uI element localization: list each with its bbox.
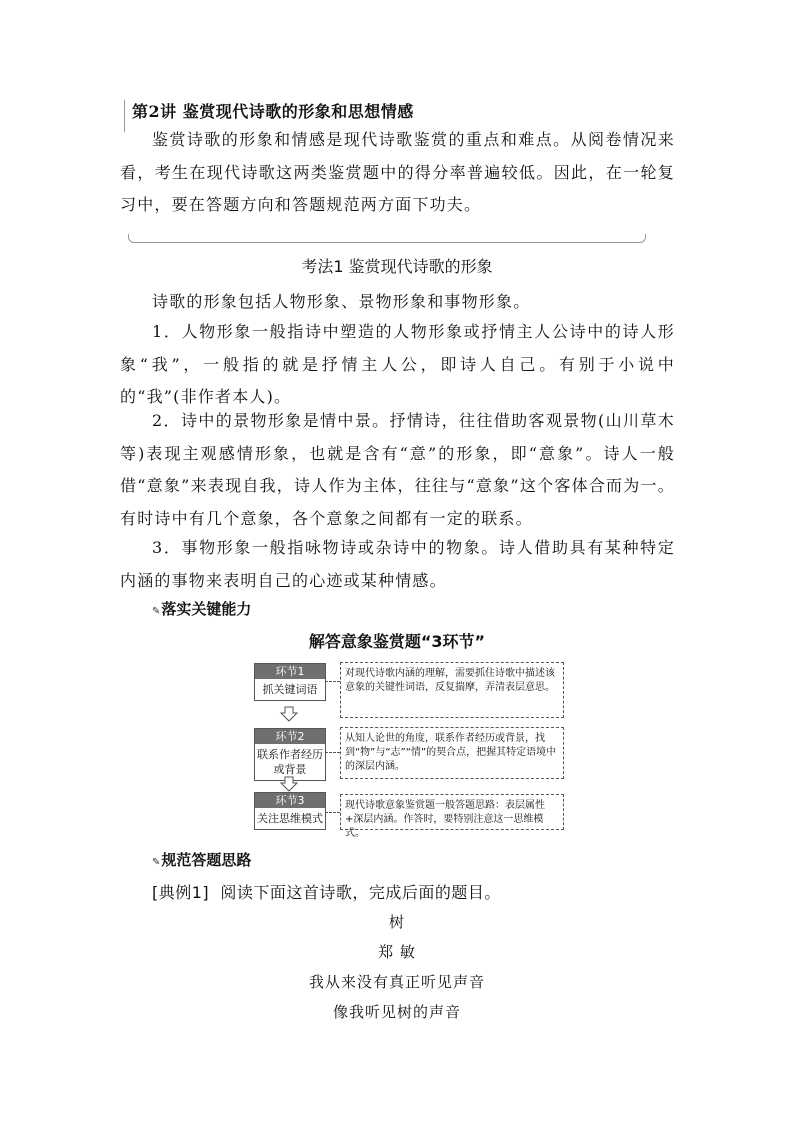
- step-1-box: [254, 663, 326, 701]
- example-text: 阅读下面这首诗歌，完成后面的题目。: [220, 883, 501, 902]
- poem-title: 树: [388, 913, 405, 931]
- step-3-box: [254, 792, 326, 830]
- intro-paragraph: 鉴赏诗歌的形象和情感是现代诗歌鉴赏的重点和难点。从阅卷情况来看，考生在现代诗歌这两类鉴赏题中的得分率普遍较低。因此，在一轮复习中，要在答题方向和答题规范两方面下功夫。: [120, 130, 675, 214]
- paragraph-character-image: 1．人物形象一般指诗中塑造的人物形象或抒情主人公诗中的诗人形象“我”，一般指的就是抒情主人公，即诗人自己。有别于小说中的“我”(非作者本人)。: [120, 322, 675, 406]
- poem-line: 像我听见树的声音: [332, 1003, 461, 1021]
- step-2-description: 从知人论世的角度，联系作者经历或背景，找到“物”与“志”“情”的契合点，把握其特定语境中的深层内涵。: [340, 727, 564, 779]
- pen-icon: ✎: [152, 606, 161, 617]
- lecture-title: 第2讲 鉴赏现代诗歌的形象和思想情感: [132, 102, 414, 121]
- step-1-connector: [325, 681, 340, 682]
- step-1-description: 对现代诗歌内涵的理解，需要抓住诗歌中描述该意象的关键性词语，反复揣摩，弄清表层意思。: [340, 662, 564, 718]
- step-2-label: 联系作者经历或背景: [257, 748, 323, 776]
- frame-bottom-border: [128, 234, 646, 243]
- down-arrow-icon: [279, 776, 299, 792]
- example-prompt: [152, 880, 501, 903]
- paragraph-object-image: 3．事物形象一般指咏物诗或杂诗中的物象。诗人借助具有某种特定内涵的事物来表明自己的心迹或某种情感。: [120, 538, 675, 590]
- poem-author: 郑 敏: [378, 943, 416, 961]
- step-2-box: [254, 728, 326, 781]
- poem-line: 我从来没有真正听见声音: [308, 973, 485, 991]
- section-key-ability: [152, 598, 251, 619]
- step-3-head: 环节3: [255, 793, 325, 808]
- step-1-label: 抓关键词语: [262, 683, 318, 696]
- step-2-head: 环节2: [255, 729, 325, 744]
- step-3-connector: [325, 812, 340, 813]
- paragraph-overview: 诗歌的形象包括人物形象、景物形象和事物形象。: [152, 292, 531, 311]
- example-label: [典例1]: [152, 883, 210, 902]
- flow-title: 解答意象鉴赏题“3环节”: [308, 632, 486, 651]
- paragraph-scenery-image: 2．诗中的景物形象是情中景。抒情诗，往往借助客观景物(山川草木等)表现主观感情形象，也就是含有“意”的形象，即“意象”。诗人一般借“意象”来表现自我，诗人作为主体，往往与“意象”这个客体合而为一。有时诗中有几个意象，各个意象之间都有一定的联系。: [120, 411, 675, 528]
- down-arrow-icon: [279, 706, 299, 722]
- section-norm: [152, 849, 251, 870]
- section-norm-label: 规范答题思路: [161, 851, 252, 869]
- step-2-connector: [325, 752, 340, 753]
- pen-icon: ✎: [152, 857, 161, 868]
- method-title: 考法1 鉴赏现代诗歌的形象: [301, 257, 493, 276]
- step-1-head: 环节1: [255, 664, 325, 679]
- step-3-description: 现代诗歌意象鉴赏题一般答题思路：表层属性+深层内涵。作答时，要特别注意这一思维模式。: [340, 794, 564, 830]
- step-3-label: 关注思维模式: [257, 812, 323, 825]
- section-key-ability-label: 落实关键能力: [161, 600, 252, 618]
